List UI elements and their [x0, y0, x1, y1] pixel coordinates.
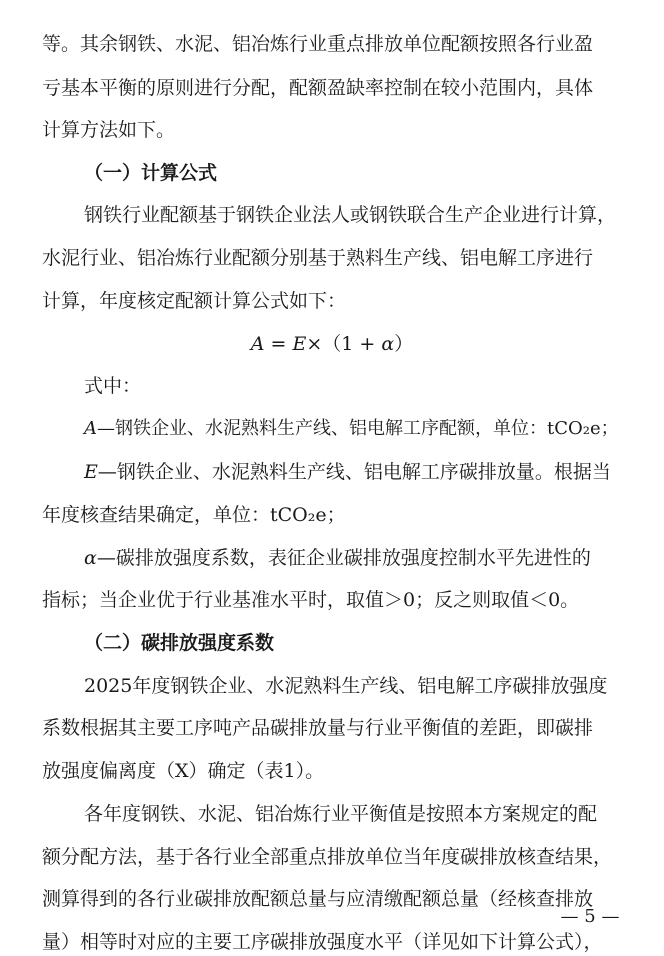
allocation-formula — [0, 330, 664, 358]
definition-a — [84, 415, 628, 443]
paragraph-line: 指标；当企业优于行业基准水平时，取值＞0；反之则取值＜0。 — [42, 589, 580, 611]
definition-alpha-text: —碳排放强度系数，表征企业碳排放强度控制水平先进性的 — [96, 547, 591, 569]
section-heading-2: （二）碳排放强度系数 — [84, 632, 275, 654]
paragraph-line: 量）相等时对应的主要工序碳排放强度水平（详见如下计算公式）， — [42, 931, 603, 953]
paragraph-line: 放强度偏离度（X）确定（表1）。 — [42, 760, 325, 782]
paragraph-line: 钢铁行业配额基于钢铁企业法人或钢铁联合生产企业进行计算， — [84, 204, 617, 226]
page-number: — 5 — — [560, 906, 620, 927]
formula-times: ×（1 + — [306, 333, 382, 355]
definition-a-text: —钢铁企业、水泥熟料生产线、铝电解工序配额，单位：tCO₂e； — [97, 418, 619, 439]
paragraph-line: 计算方法如下。 — [42, 119, 176, 141]
paragraph-line: 2025年度钢铁企业、水泥熟料生产线、铝电解工序碳排放强度 — [84, 675, 608, 697]
definition-e — [84, 458, 628, 486]
formula-equals: = — [264, 333, 293, 355]
paragraph-line: 系数根据其主要工序吨产品碳排放量与行业平衡值的差距，即碳排 — [42, 717, 594, 739]
formula-var-e: E — [292, 333, 307, 355]
formula-alpha: α — [381, 333, 395, 355]
symbol-alpha: α — [84, 547, 97, 569]
definition-e-text: —钢铁企业、水泥熟料生产线、铝电解工序碳排放量。根据当 — [97, 461, 611, 483]
formula-var-a: A — [250, 333, 265, 355]
paragraph-line: 年度核查结果确定，单位：tCO₂e； — [42, 504, 346, 526]
paragraph-line: 测算得到的各行业碳排放配额总量与应清缴配额总量（经核查排放 — [42, 888, 594, 910]
section-heading-1: （一）计算公式 — [84, 162, 218, 184]
paragraph-line: 亏基本平衡的原则进行分配，配额盈缺率控制在较小范围内，具体 — [42, 77, 594, 99]
paragraph-line: 等。其余钢铁、水泥、铝冶炼行业重点排放单位配额按照各行业盈 — [42, 33, 594, 55]
paragraph-line: 各年度钢铁、水泥、铝冶炼行业平衡值是按照本方案规定的配 — [84, 803, 598, 825]
symbol-e: E — [84, 461, 98, 483]
definition-alpha — [84, 544, 628, 572]
paragraph-line: 式中： — [84, 375, 142, 397]
paragraph-line: 水泥行业、铝冶炼行业配额分别基于熟料生产线、铝电解工序进行 — [42, 247, 594, 269]
paragraph-line: 额分配方法，基于各行业全部重点排放单位当年度碳排放核查结果， — [42, 846, 613, 868]
paragraph-line: 计算，年度核定配额计算公式如下： — [42, 290, 347, 312]
symbol-a: A — [84, 418, 97, 439]
formula-close: ） — [394, 333, 414, 355]
